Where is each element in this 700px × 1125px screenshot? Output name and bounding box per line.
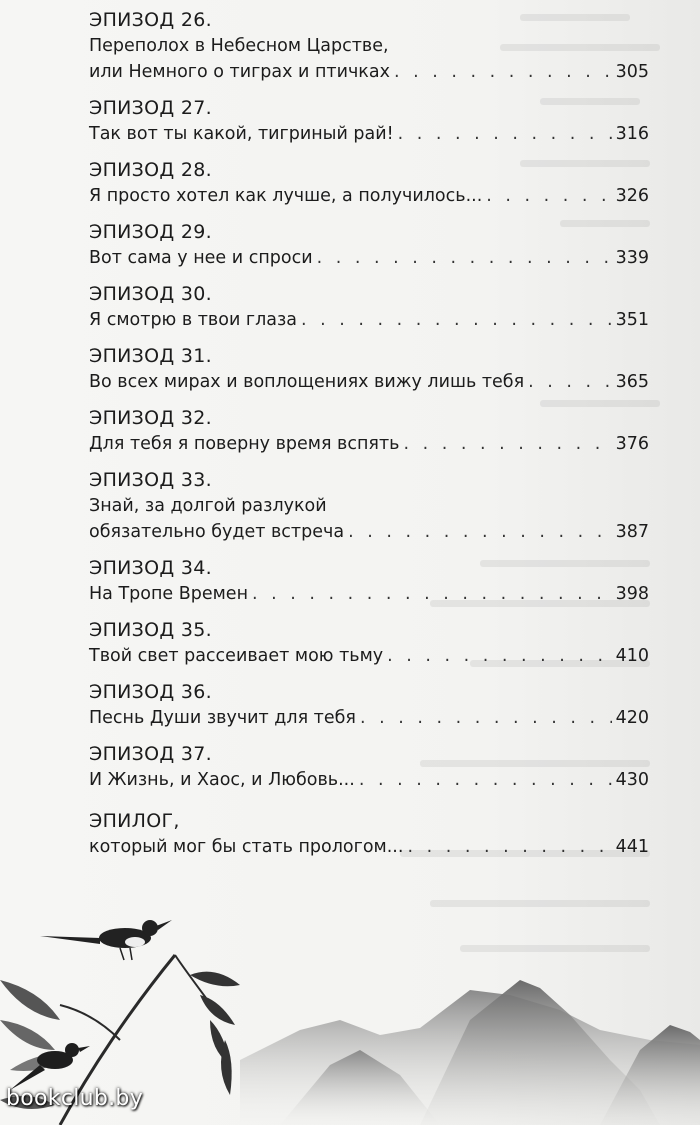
toc-entry <box>89 556 649 607</box>
entry-heading: ЭПИЗОД 31. <box>89 345 213 367</box>
entry-title-line <box>89 519 649 545</box>
page-number: 387 <box>615 522 649 542</box>
dot-leader <box>301 307 612 333</box>
entry-title-line <box>89 834 649 860</box>
page-number: 420 <box>615 708 649 728</box>
page-number: 398 <box>615 584 649 604</box>
entry-heading: ЭПИЗОД 35. <box>89 619 213 641</box>
entry-title-line: Переполох в Небесном Царстве, <box>89 36 389 56</box>
entry-title: Во всех мирах и воплощениях вижу лишь тебя <box>89 372 525 392</box>
page-number: 326 <box>615 186 649 206</box>
entry-title-line <box>89 767 649 793</box>
dot-leader <box>407 834 611 860</box>
entry-title: Для тебя я поверну время вспять <box>89 434 400 454</box>
entry-title-line <box>89 705 649 731</box>
entry-title: Я просто хотел как лучше, а получилось... <box>89 186 483 206</box>
entry-title-line <box>89 245 649 271</box>
entry-title-line: Знай, за долгой разлукой <box>89 496 327 516</box>
dot-leader <box>394 59 612 85</box>
entry-heading: ЭПИЗОД 29. <box>89 221 213 243</box>
table-of-contents <box>89 8 649 871</box>
entry-title: На Тропе Времен <box>89 584 249 604</box>
page-number: 410 <box>615 646 649 666</box>
toc-entry <box>89 406 649 457</box>
page-number: 305 <box>615 62 649 82</box>
toc-entry <box>89 809 649 860</box>
entry-heading: ЭПИЗОД 30. <box>89 283 213 305</box>
watermark: bookclub.by <box>6 1086 144 1111</box>
entry-title-line <box>89 121 649 147</box>
dot-leader <box>348 519 612 545</box>
toc-entry <box>89 96 649 147</box>
entry-title: Твой свет рассеивает мою тьму <box>89 646 384 666</box>
toc-entry <box>89 8 649 85</box>
entry-title-line <box>89 431 649 457</box>
entry-title: или Немного о тиграх и птичках <box>89 62 390 82</box>
dot-leader <box>403 431 611 457</box>
dot-leader <box>398 121 612 147</box>
entry-heading: ЭПИЗОД 32. <box>89 407 213 429</box>
bird-upper <box>40 920 172 960</box>
mountains <box>240 980 700 1125</box>
toc-entry <box>89 742 649 793</box>
entry-title-line <box>89 581 649 607</box>
page-number: 316 <box>615 124 649 144</box>
entry-title-line <box>89 183 649 209</box>
page-number: 339 <box>615 248 649 268</box>
entry-heading: ЭПИЗОД 28. <box>89 159 213 181</box>
entry-title: который мог бы стать прологом... <box>89 837 404 857</box>
entry-title: Песнь Души звучит для тебя <box>89 708 356 728</box>
entry-title-line <box>89 59 649 85</box>
entry-title-line <box>89 369 649 395</box>
toc-entry <box>89 680 649 731</box>
entry-heading: ЭПИЗОД 34. <box>89 557 213 579</box>
entry-title: Так вот ты какой, тигриный рай! <box>89 124 394 144</box>
entry-title: Вот сама у нее и спроси <box>89 248 313 268</box>
page-number: 351 <box>615 310 649 330</box>
dot-leader <box>360 705 612 731</box>
entry-heading: ЭПИЗОД 36. <box>89 681 213 703</box>
dot-leader <box>387 643 611 669</box>
entry-heading: ЭПИЗОД 26. <box>89 9 213 31</box>
entry-heading: ЭПИЗОД 33. <box>89 469 213 491</box>
entry-heading: ЭПИЗОД 27. <box>89 97 213 119</box>
page-number: 441 <box>615 837 649 857</box>
dot-leader <box>486 183 611 209</box>
page-number: 376 <box>615 434 649 454</box>
page-number: 365 <box>615 372 649 392</box>
entry-title-line <box>89 307 649 333</box>
dot-leader <box>252 581 612 607</box>
page-number: 430 <box>615 770 649 790</box>
toc-entry <box>89 468 649 545</box>
toc-entry <box>89 158 649 209</box>
toc-entry <box>89 344 649 395</box>
entry-heading: ЭПИЛОГ, <box>89 810 180 832</box>
entry-title: Я смотрю в твои глаза <box>89 310 298 330</box>
entry-title: обязательно будет встреча <box>89 522 345 542</box>
dot-leader <box>359 767 612 793</box>
toc-entry <box>89 618 649 669</box>
toc-entry <box>89 282 649 333</box>
entry-title-line <box>89 643 649 669</box>
toc-entry <box>89 220 649 271</box>
dot-leader <box>528 369 611 395</box>
entry-title: И Жизнь, и Хаос, и Любовь... <box>89 770 355 790</box>
dot-leader <box>317 245 612 271</box>
entry-heading: ЭПИЗОД 37. <box>89 743 213 765</box>
